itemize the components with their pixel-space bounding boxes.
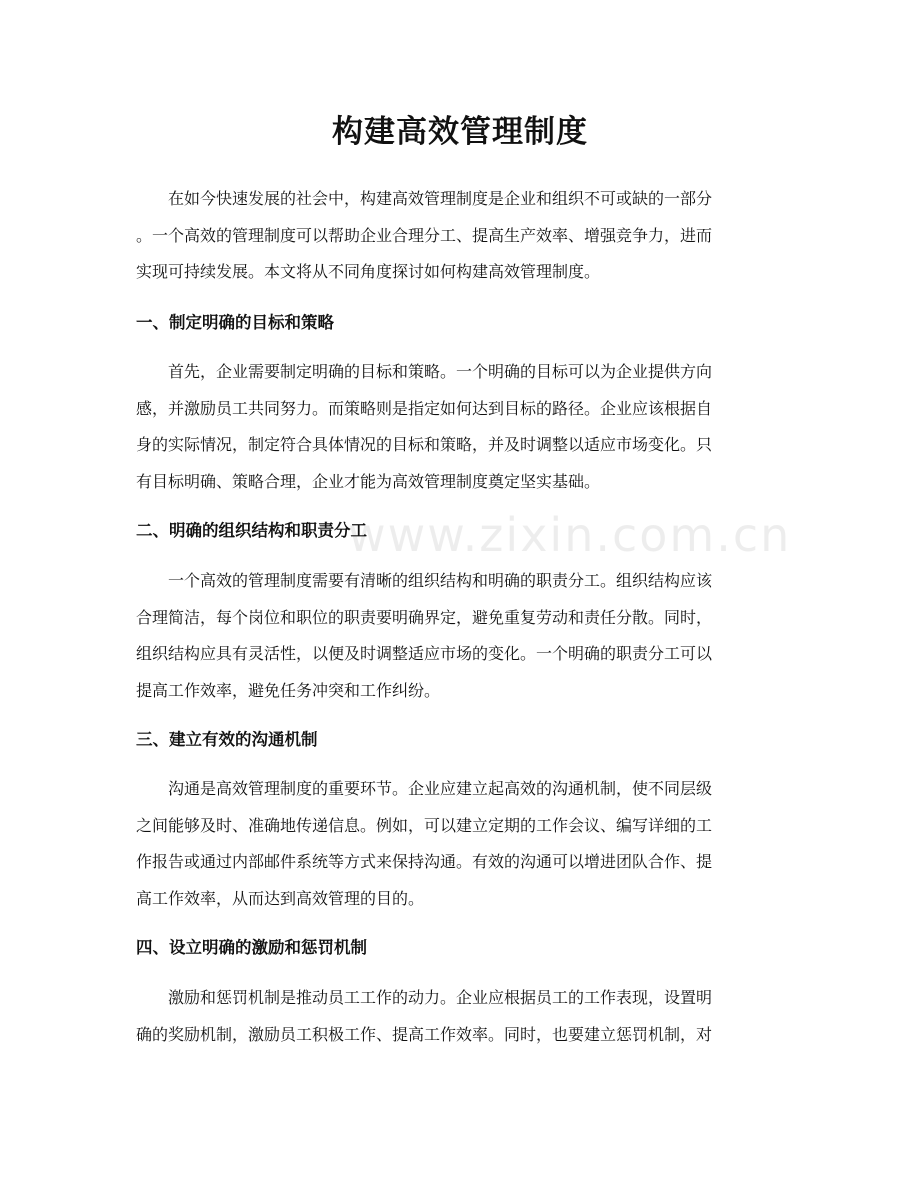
section-paragraph-1	[136, 354, 786, 500]
section-2-line-1: 一个高效的管理制度需要有清晰的组织结构和明确的职责分工。组织结构应该	[168, 571, 713, 590]
section-1-line-4: 有目标明确、策略合理，企业才能为高效管理制度奠定坚实基础。	[136, 471, 601, 491]
intro-paragraph	[136, 181, 786, 291]
section-2-line-3: 组织结构应具有灵活性，以便及时调整适应市场的变化。一个明确的职责分工可以	[136, 644, 713, 663]
section-3-line-4: 高工作效率，从而达到高效管理的目的。	[136, 888, 425, 908]
intro-line-2: 。一个高效的管理制度可以帮助企业合理分工、提高生产效率、增强竞争力，进而	[136, 225, 713, 245]
section-1-line-3: 身的实际情况，制定符合具体情况的目标和策略，并及时调整以适应市场变化。只	[136, 435, 713, 454]
intro-line-1: 在如今快速发展的社会中，构建高效管理制度是企业和组织不可或缺的一部分	[168, 189, 713, 208]
section-paragraph-4	[136, 980, 786, 1053]
section-heading-2: 二、明确的组织结构和职责分工	[136, 521, 367, 540]
intro-line-3: 实现可持续发展。本文将从不同角度探讨如何构建高效管理制度。	[136, 262, 601, 281]
section-heading-3: 三、建立有效的沟通机制	[136, 730, 318, 749]
section-4-line-1: 激励和惩罚机制是推动员工工作的动力。企业应根据员工的工作表现，设置明	[168, 988, 713, 1007]
section-1-line-2: 感，并激励员工共同努力。而策略则是指定如何达到目标的路径。企业应该根据自	[136, 398, 713, 418]
section-2-line-4: 提高工作效率，避免任务冲突和工作纠纷。	[136, 680, 441, 700]
section-3-line-3: 作报告或通过内部邮件系统等方式来保持沟通。有效的沟通可以增进团队合作、提	[136, 852, 713, 871]
section-2-line-2: 合理简洁，每个岗位和职位的职责要明确界定，避免重复劳动和责任分散。同时，	[136, 607, 713, 627]
section-heading-1: 一、制定明确的目标和策略	[136, 313, 334, 332]
document-title: 构建高效管理制度	[332, 114, 588, 150]
section-paragraph-3	[136, 771, 786, 917]
section-heading-4: 四、设立明确的激励和惩罚机制	[136, 938, 367, 957]
section-3-line-1: 沟通是高效管理制度的重要环节。企业应建立起高效的沟通机制，使不同层级	[168, 779, 713, 798]
section-paragraph-2	[136, 563, 786, 709]
watermark: www.zixin.com.cn	[348, 508, 792, 562]
section-4-line-2: 确的奖励机制，激励员工积极工作、提高工作效率。同时，也要建立惩罚机制，对	[136, 1024, 713, 1044]
section-3-line-2: 之间能够及时、准确地传递信息。例如，可以建立定期的工作会议、编写详细的工	[136, 815, 713, 835]
section-1-line-1: 首先，企业需要制定明确的目标和策略。一个明确的目标可以为企业提供方向	[168, 362, 713, 381]
